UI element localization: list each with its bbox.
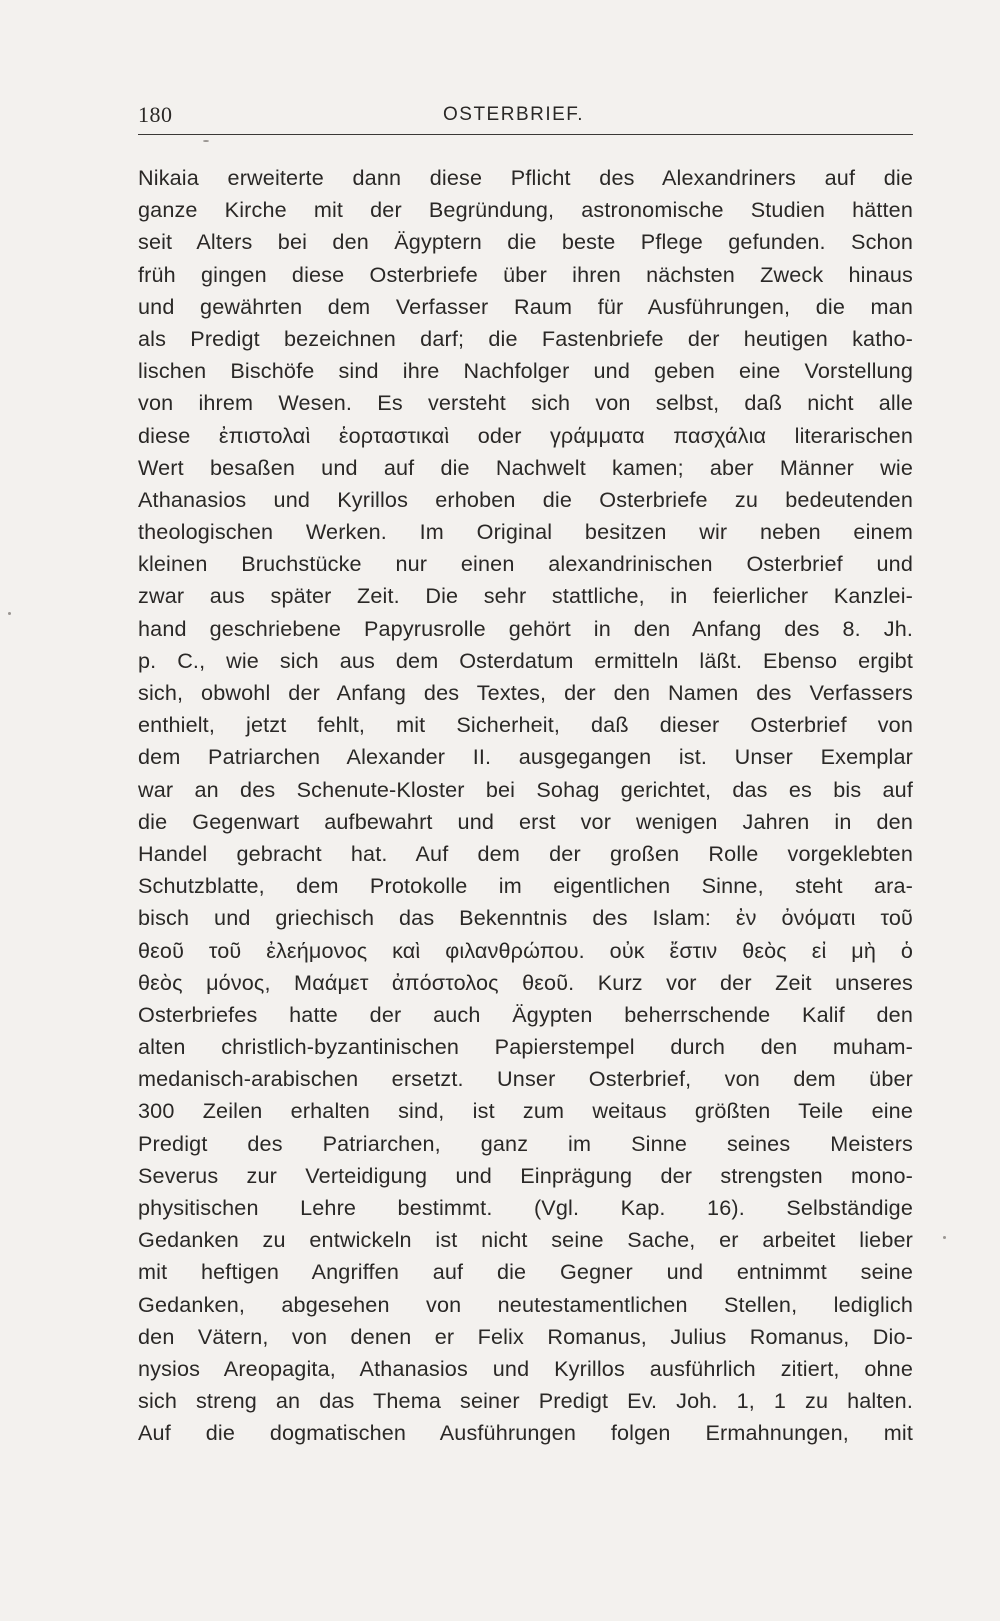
- paper-speck: [943, 1236, 946, 1239]
- text-line: von ihrem Wesen. Es versteht sich von selbst, daß nicht alle: [138, 390, 913, 416]
- text-line: 300 Zeilen erhalten sind, ist zum weitaus größten Teile eine: [138, 1098, 913, 1124]
- text-line: Gedanken zu entwickeln ist nicht seine Sache, er arbeitet lieber: [138, 1227, 913, 1253]
- text-line: θεὸς μόνος, Μαάμετ ἀπόστολος θεοῦ. Kurz vor der Zeit unseres: [138, 969, 913, 995]
- text-line: theologischen Werken. Im Original besitzen wir neben einem: [138, 519, 913, 545]
- text-line: dem Patriarchen Alexander II. ausgegangen ist. Unser Exemplar: [138, 744, 913, 770]
- text-line: mit heftigen Angriffen auf die Gegner und entnimmt seine: [138, 1259, 913, 1285]
- text-line: seit Alters bei den Ägyptern die beste Pflege gefunden. Schon: [138, 229, 913, 255]
- running-head: OSTERBRIEF.: [443, 104, 585, 125]
- text-line: früh gingen diese Osterbriefe über ihren nächsten Zweck hinaus: [138, 261, 913, 287]
- text-line: medanisch-arabischen ersetzt. Unser Osterbrief, von dem über: [138, 1066, 913, 1092]
- text-line: kleinen Bruchstücke nur einen alexandrinischen Osterbrief und: [138, 551, 913, 577]
- text-line: hand geschriebene Papyrusrolle gehört in den Anfang des 8. Jh.: [138, 615, 913, 641]
- page-number: 180: [138, 102, 173, 127]
- text-line: Handel gebracht hat. Auf dem der großen Rolle vorgeklebten: [138, 840, 913, 866]
- text-line: war an des Schenute-Kloster bei Sohag gerichtet, das es bis auf: [138, 776, 913, 802]
- text-line: die Gegenwart aufbewahrt und erst vor wenigen Jahren in den: [138, 808, 913, 834]
- text-line: den Vätern, von denen er Felix Romanus, Julius Romanus, Dio-: [138, 1323, 913, 1349]
- text-line: zwar aus später Zeit. Die sehr stattliche, in feierlicher Kanzlei-: [138, 583, 913, 609]
- text-line: und gewährten dem Verfasser Raum für Ausführungen, die man: [138, 293, 913, 319]
- paper-speck: [8, 612, 11, 615]
- text-line: alten christlich-byzantinischen Papierstempel durch den muham-: [138, 1034, 913, 1060]
- text-line: sich, obwohl der Anfang des Textes, der den Namen des Verfassers: [138, 680, 913, 705]
- text-line: Severus zur Verteidigung und Einprägung der strengsten mono-: [138, 1162, 913, 1188]
- text-line: physitischen Lehre bestimmt. (Vgl. Kap. 16). Selbständige: [138, 1195, 913, 1220]
- text-line: Nikaia erweiterte dann diese Pflicht des Alexandriners auf die: [138, 165, 913, 190]
- text-line: ganze Kirche mit der Begründung, astronomische Studien hätten: [138, 197, 913, 223]
- text-line: sich streng an das Thema seiner Predigt Ev. Joh. 1, 1 zu halten.: [138, 1388, 913, 1414]
- text-line: nysios Areopagita, Athanasios und Kyrillos ausführlich zitiert, ohne: [138, 1355, 913, 1381]
- text-line: enthielt, jetzt fehlt, mit Sicherheit, daß dieser Osterbrief von: [138, 712, 913, 738]
- body-text: [138, 162, 913, 1450]
- text-line: Schutzblatte, dem Protokolle im eigentlichen Sinne, steht ara-: [138, 873, 913, 899]
- text-line: Osterbriefes hatte der auch Ägypten beherrschende Kalif den: [138, 1001, 913, 1027]
- text-line: θεοῦ τοῦ ἐλεήμονος καὶ φιλανθρώπου. οὐκ ἔστιν θεὸς εἰ μὴ ὁ: [138, 937, 913, 963]
- text-line: Wert besaßen und auf die Nachwelt kamen; aber Männer wie: [138, 454, 913, 480]
- text-line: p. C., wie sich aus dem Osterdatum ermitteln läßt. Ebenso ergibt: [138, 647, 913, 673]
- text-line: Athanasios und Kyrillos erhoben die Osterbriefe zu bedeutenden: [138, 486, 913, 512]
- paper-speck: [203, 140, 209, 142]
- text-line: als Predigt bezeichnen darf; die Fastenbriefe der heutigen katho-: [138, 325, 913, 351]
- page-header: [138, 100, 913, 135]
- text-line: lischen Bischöfe sind ihre Nachfolger und geben eine Vorstellung: [138, 358, 913, 384]
- text-line: diese ἐπιστολαὶ ἑορταστικαὶ oder γράμματα πασχάλια literarischen: [138, 422, 913, 448]
- text-line: Predigt des Patriarchen, ganz im Sinne seines Meisters: [138, 1130, 913, 1156]
- text-line: bisch und griechisch das Bekenntnis des Islam: ἐν ὀνόματι τοῦ: [138, 905, 913, 931]
- text-line: Auf die dogmatischen Ausführungen folgen Ermahnungen, mit: [138, 1420, 913, 1446]
- text-line: Gedanken, abgesehen von neutestamentlichen Stellen, lediglich: [138, 1291, 913, 1317]
